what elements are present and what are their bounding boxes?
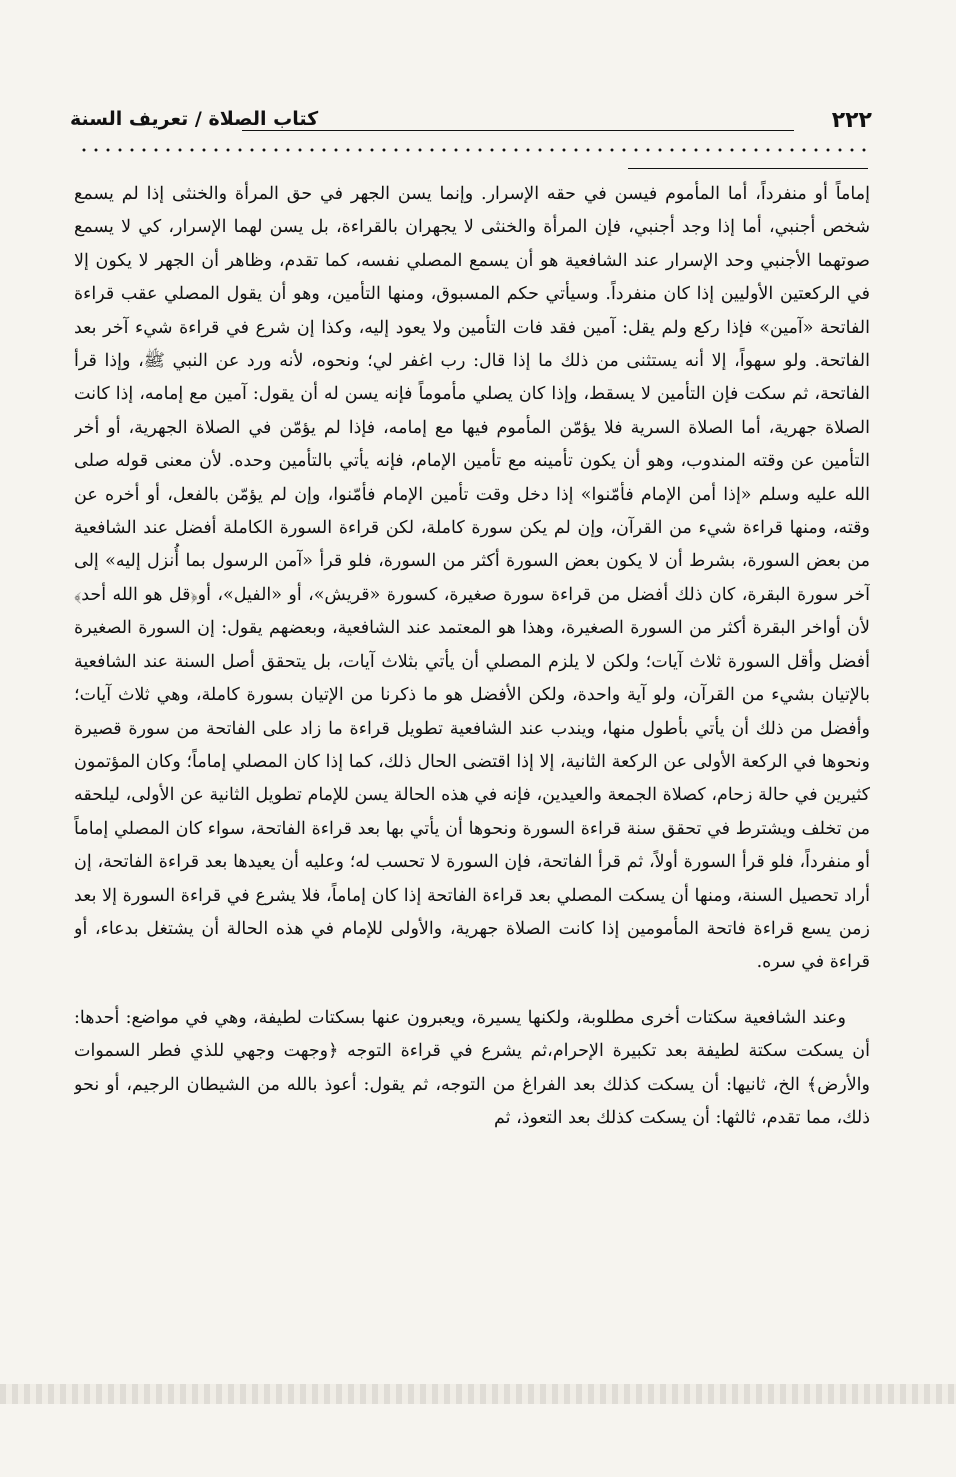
decorative-scan-border xyxy=(0,1384,956,1404)
page-number: ٢٢٢ xyxy=(831,108,872,133)
header-rule xyxy=(242,130,794,131)
running-title: كتاب الصلاة / تعريف السنة xyxy=(70,108,319,130)
paragraph: وعند الشافعية سكتات أخرى مطلوبة، ولكنها يسيرة، ويعبرون عنها بسكتات لطيفة، وهي في مواضع: أحدها: أن يسكت سكتة لطيفة بعد تكبيرة الإحرام،ثم يشرع في قراءة التوجه ﴿وجهت وجهي للذي فطر السموات والأرض﴾ الخ، ثانيها: أن يسكت كذلك بعد الفراغ من التوجه، ثم يقول: أعوذ بالله من الشيطان الرجيم، أو نحو ذلك، مما تقدم، ثالثها: أن يسكت كذلك بعد التعوذ، ثم xyxy=(74,1007,870,1128)
continuation-rule xyxy=(628,168,868,169)
page-header xyxy=(70,108,872,142)
dotted-separator xyxy=(78,146,872,154)
paragraph: إماماً أو منفرداً، أما المأموم فيسن في حقه الإسرار. وإنما يسن الجهر في حق المرأة والخنثى إذا لم يسمع شخص أجنبي، أما إذا وجد أجنبي، فإن المرأة والخنثى لا يجهران بالقراءة، بل يسن لهما الإسرار، كي لا يسمع صوتهما الأجنبي وحد الإسرار عند الشافعية هو أن يسمع المصلي نفسه، كما تقدم، وظاهر أن الجهر لا يكون إلا في الركعتين الأوليين إذا كان منفرداً. وسيأتي حكم المسبوق، ومنها التأمين، وهو أن يقول المصلي عقب قراءة الفاتحة «آمين» فإذا ركع ولم يقل: آمين فقد فات التأمين ولا يعود إليه، وكذا إن شرع في قراءة شيء آخر بعد الفاتحة. ولو سهواً، إلا أنه يستثنى من ذلك ما إذا قال: رب اغفر لي؛ ونحوه، لأنه ورد عن النبي ﷺ، وإذا قرأ الفاتحة، ثم سكت فإن التأمين لا يسقط، وإذا كان يصلي مأموماً فإنه يسن له أن يقول: آمين مع إمامه، إذا كانت الصلاة جهرية، أما الصلاة السرية فلا يؤمّن المأموم فيها مع إمامه، فإذا لم يؤمّن في الصلاة الجهرية، أو أخر التأمين عن وقته المندوب، وهو أن يكون تأمينه مع تأمين الإمام، فإنه يأتي بالتأمين وحده. لأن معنى قوله صلى الله عليه وسلم «إذا أمن الإمام فأمّنوا» إذا دخل وقت تأمين الإمام فأمّنوا، وإن لم يؤمّن بالفعل، أو أخره عن وقته، ومنها قراءة شيء من القرآن، وإن لم يكن سورة كاملة، لكن قراءة السورة الكاملة أفضل عند الشافعية من بعض السورة، بشرط أن لا يكون بعض السورة أكثر من السورة، فلو قرأ «آمن الرسول بما أُنزل إليه» إلى آخر سورة البقرة، كان ذلك أفضل من قراءة سورة صغيرة، كسورة «قريش»، أو «الفيل»، أو﴿قل هو الله أحد﴾لأن أواخر البقرة أكثر من السورة الصغيرة، وهذا هو المعتمد عند الشافعية، وبعضهم يقول: إن السورة الصغيرة أفضل وأقل السورة ثلاث آيات؛ ولكن لا يلزم المصلي أن يأتي بثلاث آيات، بل يتحقق أصل السنة عند الشافعية بالإتيان بشيء من القرآن، ولو آية واحدة، ولكن الأفضل هو ما ذكرنا من الإتيان بسورة كاملة، وهي ثلاث آيات؛ وأفضل من ذلك أن يأتي بأطول منها، ويندب عند الشافعية تطويل قراءة ما زاد على الفاتحة من سورة قصيرة ونحوها في الركعة الأولى عن الركعة الثانية، إلا إذا اقتضى الحال ذلك، كما إذا كان المصلي إماماً؛ وكان المؤتمون كثيرين في حالة زحام، كصلاة الجمعة والعيدين، فإنه في هذه الحالة يسن للإمام تطويل الثانية عن الأولى، ليلحقه من تخلف ويشترط في تحقق سنة قراءة السورة ونحوها أن يأتي بها بعد قراءة الفاتحة، سواء كان المصلي إماماً أو منفرداً، فلو قرأ السورة أولاً، ثم قرأ الفاتحة، فإن السورة لا تحسب له؛ وعليه أن يعيدها بعد قراءة الفاتحة، إن أراد تحصيل السنة، ومنها أن يسكت المصلي بعد قراءة الفاتحة إذا كان إماماً، فلا يشرع في قراءة السورة إلا بعد زمن يسع قراءة فاتحة المأمومين إذا كانت الصلاة جهرية، والأولى للإمام في هذه الحالة أن يشتغل بدعاء، أو قراءة في سره. xyxy=(74,184,870,973)
main-text xyxy=(74,178,870,1348)
